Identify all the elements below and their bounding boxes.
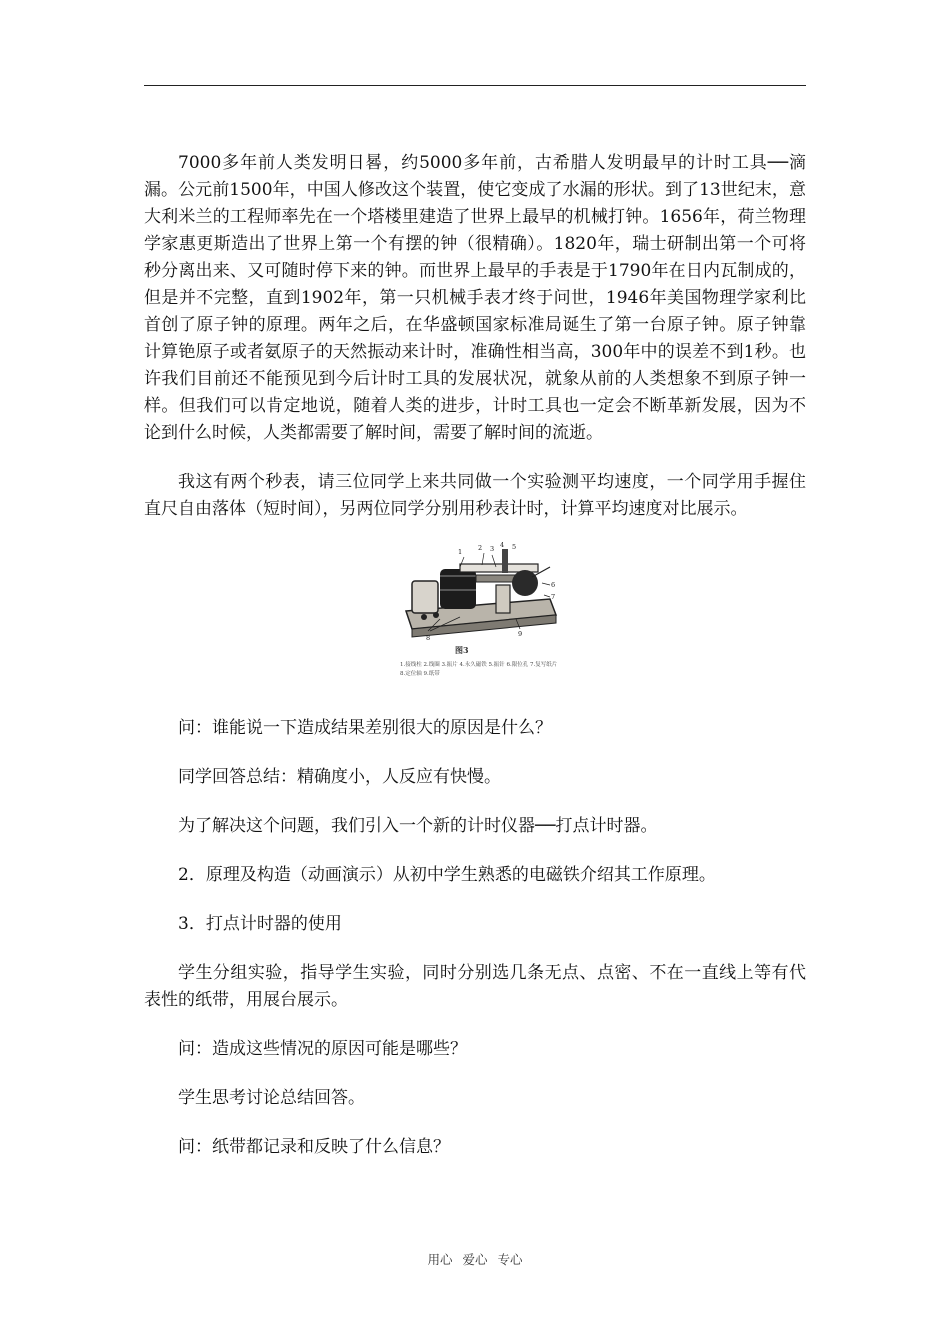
paragraph-group-experiment: 学生分组实验，指导学生实验，同时分别选几条无点、点密、不在一直线上等有代表性的纸带，用展台展示。 [144,963,806,1010]
paragraph-introduce-ticker-timer: 为了解决这个问题，我们引入一个新的计时仪器──打点计时器。 [178,816,658,836]
document-body [144,150,806,1161]
part-number-6: 6 [551,581,556,589]
part-number-9: 9 [518,630,523,638]
part-number-8: 8 [426,634,431,642]
question-possible-causes: 问：造成这些情况的原因可能是哪些？ [178,1039,467,1059]
answer-summary: 同学回答总结：精确度小，人反应有快慢。 [178,767,501,787]
question-result-difference: 问：谁能说一下造成结果差别很大的原因是什么？ [178,718,552,738]
ticker-timer-figure [400,539,560,699]
section-principle-structure: 2．原理及构造（动画演示）从初中学生熟悉的电磁铁介绍其工作原理。 [178,865,716,885]
paragraph-stopwatch-experiment: 我这有两个秒表，请三位同学上来共同做一个实验测平均速度，一个同学用手握住直尺自由落体（短时间），另两位同学分别用秒表计时，计算平均速度对比展示。 [144,472,806,519]
part-number-7: 7 [551,593,556,601]
paragraph-student-discussion: 学生思考讨论总结回答。 [178,1088,365,1108]
section-ticker-timer-usage: 3．打点计时器的使用 [178,914,342,934]
part-number-5: 5 [512,543,517,551]
ticker-timer-illustration [400,539,560,654]
question-tape-information: 问：纸带都记录和反映了什么信息？ [178,1137,450,1157]
paragraph-timekeeping-history: 7000多年前人类发明日晷，约5000多年前，古希腊人发明最早的计时工具──滴漏。公元前1500年，中国人修改这个装置，使它变成了水漏的形状。到了13世纪末，意大利米兰的工程师率先在一个塔楼里建造了世界上最早的机械打钟。1656年，荷兰物理学家惠更斯造出了世界上第一个有摆的钟（很精确）。1820年，瑞士研制出第一个可将秒分离出来、又可随时停下来的钟。而世界上最早的手表是于1790年在日内瓦制成的，但是并不完整，直到1902年，第一只机械手表才终于问世，1946年美国物理学家利比首创了原子钟的原理。两年之后，在华盛顿国家标准局诞生了第一台原子钟。原子钟靠计算铯原子或者氨原子的天然振动来计时，准确性相当高，300年中的误差不到1秒。也许我们目前还不能预见到今后计时工具的发展状况，就象从前的人类想象不到原子钟一样。但我们可以肯定地说，随着人类的进步，计时工具也一定会不断革新发展，因为不论到什么时候，人类都需要了解时间，需要了解时间的流逝。 [144,153,806,443]
part-number-3: 3 [490,545,495,553]
figure-label: 图3 [455,645,469,655]
part-number-1: 1 [458,548,463,556]
part-number-2: 2 [478,544,483,552]
header-rule [144,85,806,86]
page-footer: 用心 爱心 专心 [427,1252,523,1267]
part-number-4: 4 [500,541,505,549]
figure-caption: 1.接线柱 2.线圈 3.振片 4.永久磁铁 5.振针 6.限位孔 7.复写纸片 8.定位轴 9.纸带 [400,662,558,677]
